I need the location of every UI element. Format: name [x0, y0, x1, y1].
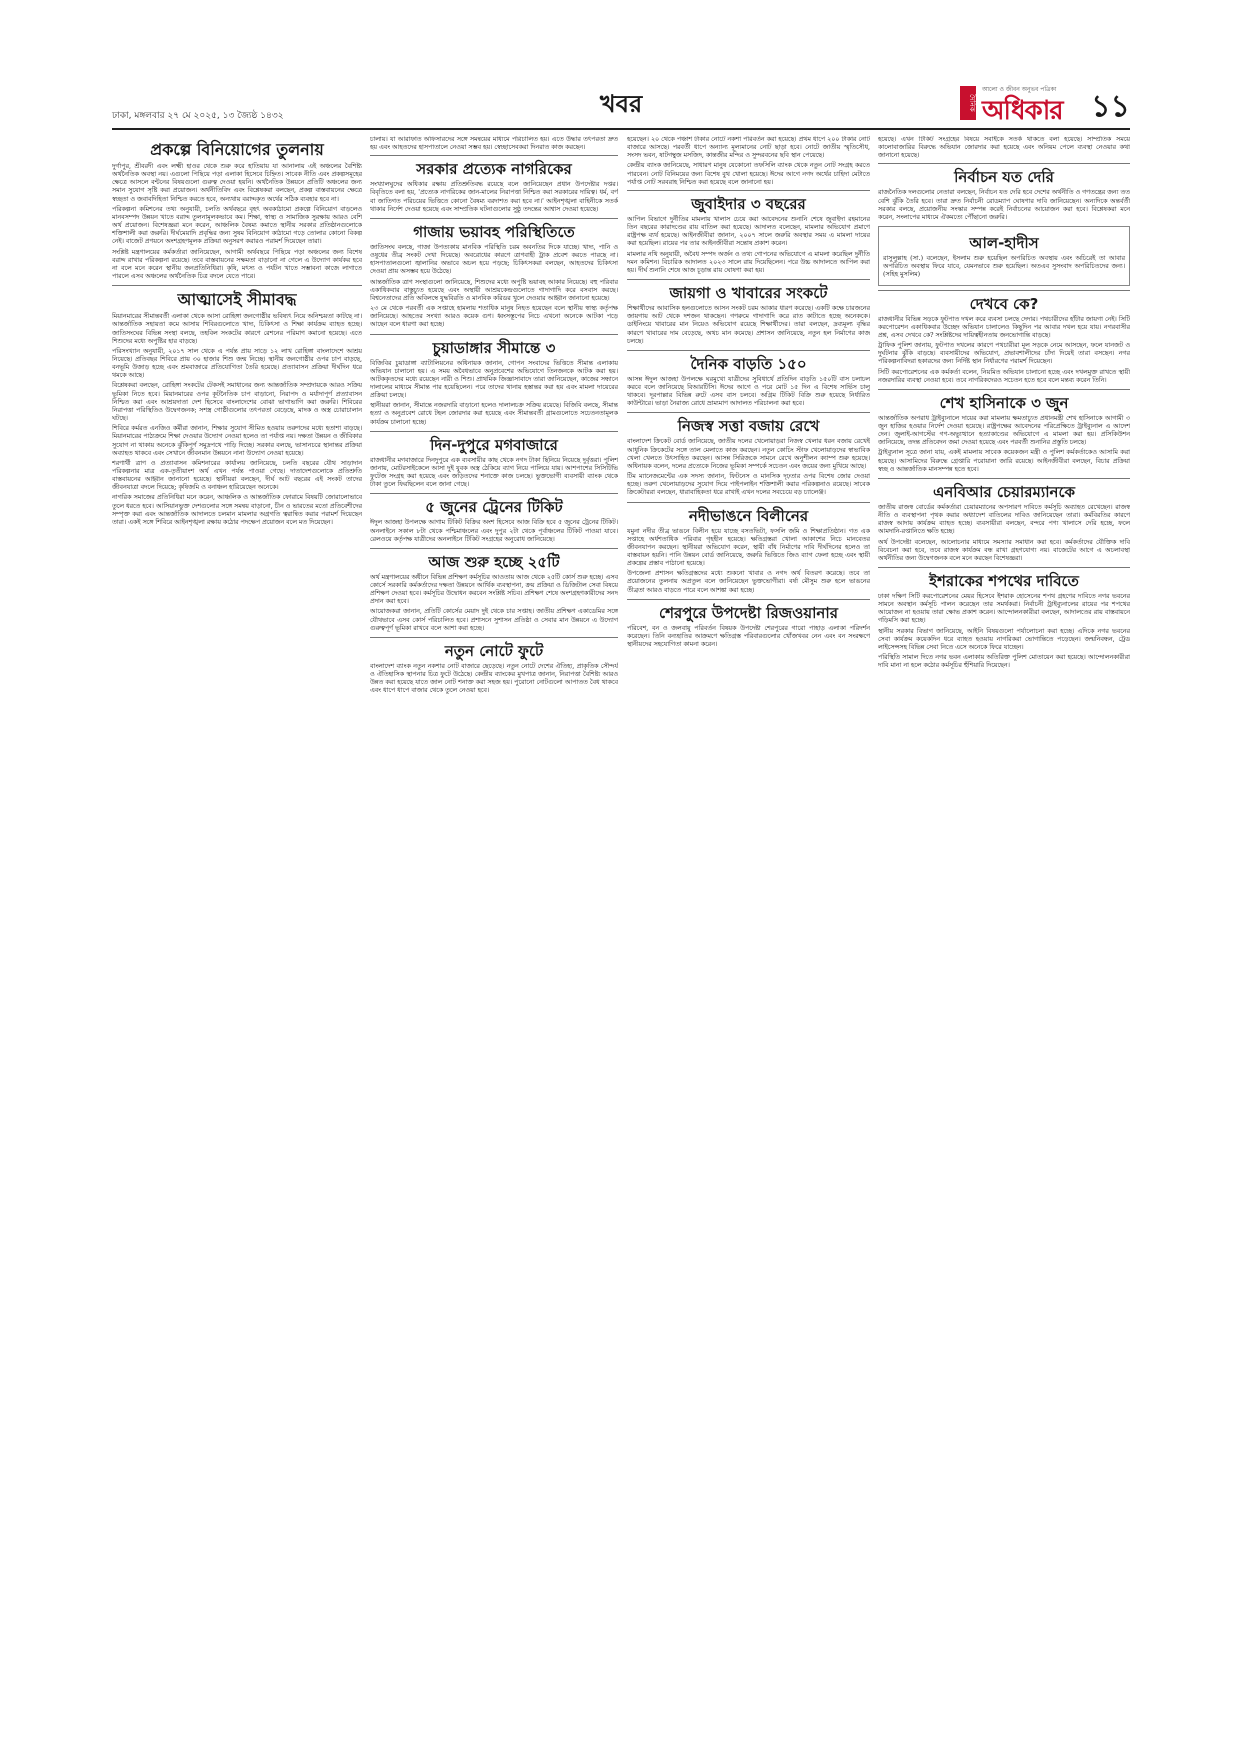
story-paragraph: ২৩ মে থেকে পরবর্তী এক সপ্তাহে হামলায় শতাধিক মানুষ নিহত হয়েছেন বলে স্থানীয় স্বাস্থ্য কর্তৃপক্ষ জানিয়েছে। আহতের সংখ্যা আরও কয়েক গুণ। ধ্বংসস্তূপের নিচে এখনো অনেকে আটকা পড়ে আছেন বলে ধারণা করা হচ্ছে।: [370, 305, 618, 329]
newspaper-logo: [960, 84, 1068, 126]
divider: [370, 548, 618, 549]
divider: [627, 502, 870, 503]
story-paragraph: ট্রাইব্যুনাল সূত্রে জানা যায়, একই মামলায় সাবেক কয়েকজন মন্ত্রী ও পুলিশ কর্মকর্তাকেও আসামি করা হয়েছে। আসামিদের বিরুদ্ধে গ্রেপ্তারি পরোয়ানা জারি রয়েছে। আইনজীবীরা বলছেন, বিচার প্রক্রিয়া স্বচ্ছ ও আন্তর্জাতিক মানসম্পন্ন হতে হবে।: [878, 449, 1130, 473]
story-paragraph: আন্তর্জাতিক ত্রাণ সংস্থাগুলো জানিয়েছে, শিশুদের মধ্যে অপুষ্টি ভয়াবহ আকার নিয়েছে। বহু পরিবার একাধিকবার বাস্তুচ্যুত হয়েছে এবং অস্থায়ী আশ্রয়কেন্দ্রগুলোতে গাদাগাদি করে বসবাস করছে। বিশ্বনেতাদের প্রতি অবিলম্বে যুদ্ধবিরতি ও মানবিক করিডর খুলে দেওয়ার আহ্বান জানানো হয়েছে।: [370, 278, 618, 302]
headline: এনবিআর চেয়ারম্যানকে: [932, 482, 1076, 501]
story-gaza: [370, 223, 618, 330]
divider: [370, 493, 618, 494]
masthead: [112, 84, 1130, 130]
headline: নিজস্ব সত্তা বজায় রেখে: [677, 417, 820, 436]
story-investment: [112, 140, 362, 281]
headline: ৫ জুনের ট্রেনের টিকিট: [425, 498, 563, 517]
story-sheikh-hasina: [878, 394, 1130, 474]
story-paragraph: সংখ্যালঘুদের অধিকার রক্ষায় প্রতিশ্রুতিবদ্ধ রয়েছে বলে জানিয়েছেন প্রধান উপদেষ্টার দপ্তর। বিবৃতিতে বলা হয়, 'প্রত্যেক নাগরিকের জান-মালের নিরাপত্তা নিশ্চিত করা সরকারের দায়িত্ব। ধর্ম, বর্ণ বা জাতিগত পরিচয়ের ভিত্তিতে কোনো বৈষম্য বরদাশত করা হবে না।' আইনশৃঙ্খলা বাহিনীকে সতর্ক থাকার নির্দেশ দেওয়া হয়েছে এবং সাম্প্রতিক ঘটনাগুলোর সুষ্ঠু তদন্তের আশ্বাস দেওয়া হয়েছে।: [370, 181, 618, 213]
story-paragraph: আপিল বিভাগে দুর্নীতির মামলায় খালাস চেয়ে করা আবেদনের শুনানি শেষে জুবাইদা রহমানের তিন বছরের কারাদণ্ডের রায় বাতিল করা হয়েছে। আদালত বলেছেন, মামলার অভিযোগ প্রমাণে রাষ্ট্রপক্ষ ব্যর্থ হয়েছে। আইনজীবীরা জানান, ২০০৭ সালে জরুরি অবস্থার সময় এ মামলা দায়ের করা হয়েছিল। রায়ের পর তার আইনজীবীরা সন্তোষ প্রকাশ করেন।: [627, 215, 870, 248]
story-space-food-crisis: [627, 284, 870, 346]
divider: [627, 412, 870, 413]
story-sherpur: [627, 604, 870, 649]
story-paragraph: পরিসংখ্যান অনুযায়ী, ২০১৭ সাল থেকে এ পর্যন্ত প্রায় সাড়ে ১২ লাখ রোহিঙ্গা বাংলাদেশে আশ্রয় নিয়েছে। প্রতিবছর শিবিরে প্রায় ৩০ হাজার শিশু জন্ম নিচ্ছে। স্থানীয় জনগোষ্ঠীর ওপর চাপ বাড়ছে, বনভূমি উজাড় হচ্ছে এবং শ্রমবাজারে প্রতিযোগিতা তৈরি হয়েছে। প্রত্যাবাসন প্রক্রিয়া দীর্ঘদিন ধরে থমকে আছে।: [112, 347, 362, 380]
story-paragraph: অর্থ উপদেষ্টা বলেছেন, আলোচনার মাধ্যমে সমস্যার সমাধান করা হবে। কর্মকর্তাদের যৌক্তিক দাবি বিবেচনা করা হবে, তবে রাজস্ব কার্যক্রম বন্ধ রাখা গ্রহণযোগ্য নয়। বাজেটের আগে এ অচলাবস্থা অর্থনীতির জন্য উদ্বেগজনক বলে মনে করছেন বিশেষজ্ঞরা।: [878, 538, 1130, 562]
divider: [370, 334, 618, 335]
story-paragraph: হয়েছেন। ২০ থেকে পঞ্চাশ টাকার নোটে নকশা পরিবর্তন করা হয়েছে। প্রথম ধাপে ২০০ টাকার নোট বাজারে আসছে। পরবর্তী ধাপে অন্যান্য মূল্যমানের নোট ছাড়া হবে। নোটে জাতীয় স্মৃতিসৌধ, সংসদ ভবন, ষাটগম্বুজ মসজিদ, কান্তজীর মন্দির ও সুন্দরবনের ছবি স্থান পেয়েছে।: [627, 136, 870, 160]
story-paragraph: রাজনৈতিক দলগুলোর নেতারা বলছেন, নির্বাচন যত দেরি হবে দেশের অর্থনীতি ও গণতন্ত্রের জন্য তত বেশি ঝুঁকি তৈরি হবে। তারা দ্রুত নির্বাচনী রোডম্যাপ ঘোষণার দাবি জানিয়েছেন। অন্যদিকে অন্তর্বর্তী সরকার বলছে, প্রয়োজনীয় সংস্কার সম্পন্ন করেই নির্বাচনের আয়োজন করা হবে। বিশ্লেষকরা মনে করেন, সংলাপের মাধ্যমে ঐকমত্যে পৌঁছানো জরুরি।: [878, 189, 1130, 221]
headline: শেখ হাসিনাকে ৩ জুন: [939, 393, 1069, 412]
divider: [370, 431, 618, 432]
story-25-courses: [370, 553, 618, 633]
story-nbr-chairman: [878, 483, 1130, 563]
story-paragraph: স্থানীয় সরকার বিভাগ জানিয়েছে, আইনি বিষয়গুলো পর্যালোচনা করা হচ্ছে। এদিকে নগর ভবনের সেবা কার্যক্রম কয়েকদিন ধরে ব্যাহত হওয়ায় নাগরিকরা ভোগান্তিতে পড়েছেন। জন্মনিবন্ধন, ট্রেড লাইসেন্সসহ বিভিন্ন সেবা নিতে এসে অনেকে ফিরে যাচ্ছেন।: [878, 627, 1130, 651]
story-paragraph: চালায়। যা আরাফাত অফিসারদের সঙ্গে সমন্বয়ের মাধ্যমে পরিচালিত হয়। এতে উদ্ধার তৎপরতা দ্রুত হয় এবং আহতদের হাসপাতালে নেওয়া সম্ভব হয়। স্বেচ্ছাসেবকরা দিনরাত কাজ করছেন।: [370, 136, 618, 152]
story-paragraph: পরিবেশ, বন ও জলবায়ু পরিবর্তন বিষয়ক উপদেষ্টা শেরপুরের গারো পাহাড় এলাকা পরিদর্শন করেছেন। তিনি বন্যহাতির আক্রমণে ক্ষতিগ্রস্ত পরিবারগুলোর খোঁজখবর নেন এবং বন সংরক্ষণে স্থানীয়দের সহযোগিতা কামনা করেন।: [627, 624, 870, 649]
story-paragraph: আসন্ন ঈদুল আজহা উপলক্ষে ঘরমুখো যাত্রীদের সুবিধার্থে প্রতিদিন বাড়তি ১৫০টি বাস চলাচল করবে বলে জানিয়েছে বিআরটিসি। ঈদের আগে ও পরে মোট ১৫ দিন এ বিশেষ সার্ভিস চালু থাকবে। দূরপাল্লার বিভিন্ন রুটে এসব বাস চলবে। অগ্রিম টিকিট বিক্রি শুরু হয়েছে নির্ধারিত কাউন্টারে। ভাড়া নৈরাজ্য রোধে ভ্রাম্যমাণ আদালত পরিচালনা করা হবে।: [627, 375, 870, 408]
story-paragraph: আয়োজকরা জানান, প্রতিটি কোর্সের মেয়াদ দুই থেকে চার সপ্তাহ। জাতীয় প্রশিক্ষণ একাডেমির সঙ্গে যৌথভাবে এসব কোর্স পরিচালিত হবে। প্রশাসনে সুশাসন প্রতিষ্ঠা ও সেবার মান উন্নয়নে এ উদ্যোগ গুরুত্বপূর্ণ ভূমিকা রাখবে বলে আশা করা হচ্ছে।: [370, 608, 618, 632]
story-chuadanga: [370, 339, 618, 427]
story-paragraph: পরিকল্পনা কমিশনের তথ্য অনুযায়ী, চলতি অর্থবছরে বৃহৎ অবকাঠামো প্রকল্পে বিনিয়োগ বাড়লেও মানবসম্পদ উন্নয়ন খাতে বরাদ্দ তুলনামূলকভাবে কম। শিক্ষা, স্বাস্থ্য ও সামাজিক সুরক্ষায় আরও বেশি অর্থ প্রয়োজন। বিশেষজ্ঞরা মনে করেন, আঞ্চলিক বৈষম্য কমাতে স্থানীয় সরকার প্রতিষ্ঠানগুলোকে শক্তিশালী করা জরুরি। দীর্ঘমেয়াদি প্রবৃদ্ধির জন্য সুষম বিনিয়োগ কাঠামো গড়ে তোলার কোনো বিকল্প নেই। বাজেট প্রণয়নে অংশগ্রহণমূলক প্রক্রিয়া অনুসরণ করারও পরামর্শ দিয়েছেন তারা।: [112, 205, 362, 246]
story-train-ticket: [370, 498, 618, 543]
story-paragraph: পরিস্থিতি সামাল দিতে নগর ভবন এলাকায় অতিরিক্ত পুলিশ মোতায়েন করা হয়েছে। আন্দোলনকারীরা দাবি মানা না হলে কঠোর কর্মসূচির হুঁশিয়ারি দিয়েছেন।: [878, 654, 1130, 670]
story-government: [370, 160, 618, 214]
headline: শেরপুরে উপদেষ্টা রিজওয়ানার: [659, 603, 838, 622]
column-4: [878, 136, 1130, 1696]
story-paragraph: বিজিবির চুয়াডাঙ্গা ব্যাটালিয়নের অধিনায়ক জানান, গোপন সংবাদের ভিত্তিতে সীমান্ত এলাকায় অভিযান চালানো হয়। এ সময় অবৈধভাবে অনুপ্রবেশের অভিযোগে তিনজনকে আটক করা হয়। আটককৃতদের মধ্যে রয়েছেন নারী ও শিশু। প্রাথমিক জিজ্ঞাসাবাদে তারা জানিয়েছেন, কাজের সন্ধানে দালালের মাধ্যমে সীমান্ত পার হয়েছিলেন। পরে তাদের থানায় হস্তান্তর করা হয় এবং মামলা দায়েরের প্রক্রিয়া চলছে।: [370, 359, 618, 400]
divider: [112, 285, 362, 286]
divider: [370, 637, 618, 638]
story-election-delay: [878, 168, 1130, 222]
headline: নির্বাচন যত দেরি: [954, 168, 1054, 187]
divider: [370, 218, 618, 219]
story-own-identity: [627, 417, 870, 497]
column-3: [627, 136, 870, 1696]
story-paragraph: যমুনা নদীর তীব্র ভাঙনে বিলীন হয়ে যাচ্ছে বসতভিটা, ফসলি জমি ও শিক্ষাপ্রতিষ্ঠান। গত এক সপ্তাহে অর্ধশতাধিক পরিবার গৃহহীন হয়েছে। ক্ষতিগ্রস্তরা খোলা আকাশের নিচে মানবেতর জীবনযাপন করছেন। স্থানীয়রা অভিযোগ করেন, স্থায়ী বাঁধ নির্মাণের দাবি দীর্ঘদিনের হলেও তা বাস্তবায়ন হয়নি। পানি উন্নয়ন বোর্ড জানিয়েছে, জরুরি ভিত্তিতে জিও ব্যাগ ফেলা হচ্ছে এবং স্থায়ী প্রকল্পের প্রস্তাব পাঠানো হয়েছে।: [627, 527, 870, 568]
headline: গাজায় ভয়াবহ পরিস্থিতিতে: [413, 222, 575, 241]
headline: দৈনিক বাড়তি ১৫০: [690, 354, 807, 373]
story-paragraph: রাসুলুল্লাহ (সা.) বলেছেন, ইসলাম শুরু হয়েছিল অপরিচিত অবস্থায় এবং অচিরেই তা আবার অপরিচিত অবস্থায় ফিরে যাবে, যেমনভাবে শুরু হয়েছিল। অতএব সুসংবাদ অপরিচিতদের জন্য। (সহিহ মুসলিম): [883, 255, 1125, 279]
story-zubaida: [627, 195, 870, 275]
story-paragraph: উপজেলা প্রশাসন ক্ষতিগ্রস্তদের মধ্যে শুকনো খাবার ও নগদ অর্থ বিতরণ করেছে। তবে তা প্রয়োজনের তুলনায় অপ্রতুল বলে জানিয়েছেন ভুক্তভোগীরা। বর্ষা মৌসুম শুরু হলে ভাঙনের তীব্রতা আরও বাড়তে পারে বলে আশঙ্কা করা হচ্ছে।: [627, 570, 870, 594]
headline: প্রকল্পে বিনিয়োগের তুলনায়: [150, 140, 324, 159]
story-paragraph: আন্তর্জাতিক অপরাধ ট্রাইব্যুনালে দায়ের করা মামলায় ক্ষমতাচ্যুত প্রধানমন্ত্রী শেখ হাসিনাকে আগামী ৩ জুন হাজির হওয়ার নির্দেশ দেওয়া হয়েছে। রাষ্ট্রপক্ষের আবেদনের পরিপ্রেক্ষিতে ট্রাইব্যুনাল এ আদেশ দেন। জুলাই-আগস্টের গণ-অভ্যুত্থানে হত্যাকাণ্ডের অভিযোগে এ মামলা করা হয়। প্রসিকিউশন জানিয়েছে, তদন্ত প্রতিবেদন জমা দেওয়া হয়েছে এবং পরবর্তী শুনানির প্রস্তুতি চলছে।: [878, 414, 1130, 447]
story-paragraph: জাতিসংঘ বলছে, গাজা উপত্যকায় মানবিক পরিস্থিতি চরম অবনতির দিকে যাচ্ছে। খাদ্য, পানি ও ওষুধের তীব্র সংকট দেখা দিয়েছে। অবরোধের কারণে ত্রাণবাহী ট্রাক প্রবেশ করতে পারছে না। হাসপাতালগুলো জ্বালানির অভাবে অচল হয়ে পড়ছে; চিকিৎসকরা বলছেন, আহতদের চিকিৎসা দেওয়া প্রায় অসম্ভব হয়ে উঠেছে।: [370, 243, 618, 276]
divider: [878, 163, 1130, 164]
divider: [878, 290, 1130, 291]
divider: [627, 279, 870, 280]
divider: [627, 350, 870, 351]
story-limited: [112, 290, 362, 527]
story-paragraph: বাংলাদেশ ক্রিকেট বোর্ড জানিয়েছে, জাতীয় দলের খেলোয়াড়রা নিজস্ব খেলার ধরন বজায় রেখেই আধুনিক ক্রিকেটের সঙ্গে তাল মেলাতে কাজ করছেন। নতুন কোচিং স্টাফ খেলোয়াড়দের স্বাভাবিক খেলা খেলতে উৎসাহিত করছেন। আসন্ন সিরিজকে সামনে রেখে অনুশীলন ক্যাম্প শুরু হয়েছে। অধিনায়ক বলেন, দলের প্রত্যেকে নিজের ভূমিকা সম্পর্কে সচেতন এবং জয়ের জন্য মুখিয়ে আছে।: [627, 438, 870, 470]
headline: চুয়াডাঙ্গার সীমান্তে ৩: [432, 338, 556, 357]
box-al-hadith: [878, 226, 1130, 285]
story-paragraph: সংশ্লিষ্ট মন্ত্রণালয়ের কর্মকর্তারা জানিয়েছেন, আগামী অর্থবছরে পিছিয়ে পড়া অঞ্চলের জন্য বিশেষ বরাদ্দ রাখার পরিকল্পনা রয়েছে। তবে বাস্তবায়নের সক্ষমতা বাড়ানো না গেলে এ উদ্যোগ কার্যকর হবে না বলে মনে করেন স্থানীয় জনপ্রতিনিধিরা। কৃষি, মৎস্য ও পর্যটন খাতে সম্ভাবনা কাজে লাগাতে পারলে এসব অঞ্চলের অর্থনৈতিক চিত্র বদলে যেতে পারে।: [112, 248, 362, 281]
headline: জায়গা ও খাবারের সংকটে: [669, 284, 828, 303]
section-title: খবর: [599, 90, 643, 118]
story-paragraph: মিয়ানমারের সীমান্তবর্তী এলাকা থেকে আসা রোহিঙ্গা জনগোষ্ঠীর ভবিষ্যৎ নিয়ে অনিশ্চয়তা কাটছে না। আন্তর্জাতিক সহায়তা কমে আসায় শিবিরগুলোতে খাদ্য, চিকিৎসা ও শিক্ষা কার্যক্রম ব্যাহত হচ্ছে। জাতিসংঘের বিভিন্ন সংস্থা বলছে, তহবিল সংকটের কারণে রেশনের পরিমাণ কমানো হয়েছে। এতে শিশুদের মধ্যে অপুষ্টির হার বাড়ছে।: [112, 313, 362, 345]
headline: ইশরাকের শপথের দাবিতে: [929, 572, 1079, 590]
divider: [878, 567, 1130, 568]
story-moghbazar: [370, 436, 618, 490]
headline: নতুন নোটে ফুটে: [444, 641, 544, 660]
page-number: ১১: [1091, 89, 1130, 124]
headline: আজ শুরু হচ্ছে ২৫টি: [428, 552, 560, 571]
story-paragraph: সিটি করপোরেশনের এক কর্মকর্তা বলেন, নিয়মিত অভিযান চালানো হচ্ছে এবং দখলমুক্ত রাখতে স্থায়ী নজরদারির ব্যবস্থা নেওয়া হবে। তবে নাগরিকদেরও সচেতন হতে হবে বলে মন্তব্য করেন তিনি।: [878, 368, 1130, 384]
story-paragraph: ঈদুল আজহা উপলক্ষে আগাম টিকিট বিক্রির অংশ হিসেবে আজ বিক্রি হবে ৫ জুনের ট্রেনের টিকিট। অনলাইনে সকাল ৮টা থেকে পশ্চিমাঞ্চলের এবং দুপুর ২টা থেকে পূর্বাঞ্চলের টিকিট পাওয়া যাবে। রেলওয়ে কর্তৃপক্ষ যাত্রীদের অনলাইনে টিকিট সংগ্রহের অনুরোধ জানিয়েছে।: [370, 519, 618, 543]
story-paragraph: শিবিরে কর্মরত এনজিও কর্মীরা জানান, শিক্ষার সুযোগ সীমিত হওয়ায় তরুণদের মধ্যে হতাশা বাড়ছে। মিয়ানমারের পাঠ্যক্রমে শিক্ষা দেওয়ার উদ্যোগ নেওয়া হলেও তা পর্যাপ্ত নয়। দক্ষতা উন্নয়ন ও জীবিকার সুযোগ না থাকায় অনেকে ঝুঁকিপূর্ণ সমুদ্রপথে পাড়ি দিচ্ছে। সরকার বলছে, ভাসানচরে স্থানান্তর প্রক্রিয়া অব্যাহত থাকবে এবং সেখানে জীবনমান উন্নয়নে নানা উদ্যোগ নেওয়া হয়েছে।: [112, 425, 362, 457]
headline: দিন-দুপুরে মগবাজারে: [430, 435, 558, 454]
divider: [627, 599, 870, 600]
story-paragraph: নাগরিক সমাজের প্রতিনিধিরা মনে করেন, আঞ্চলিক ও আন্তর্জাতিক ফোরামে বিষয়টি জোরালোভাবে তুলে ধরতে হবে। আসিয়ানভুক্ত দেশগুলোর সঙ্গে সমন্বয় বাড়ানো, চীন ও ভারতের মতো প্রতিবেশীদের সম্পৃক্ত করা এবং আন্তর্জাতিক আদালতে চলমান মামলার অগ্রগতি ত্বরান্বিত করার পরামর্শ দিয়েছেন তারা। একই সঙ্গে শিবিরে আইনশৃঙ্খলা রক্ষায় কঠোর পদক্ষেপ প্রয়োজন বলে মত দিয়েছেন।: [112, 494, 362, 526]
story-paragraph: রাজধানীর মগবাজারে দিনদুপুরে এক ব্যবসায়ীর কাছ থেকে নগদ টাকা ছিনিয়ে নিয়েছে দুর্বৃত্তরা। পুলিশ জানায়, মোটরসাইকেলে আসা দুই যুবক অস্ত্র ঠেকিয়ে ব্যাগ নিয়ে পালিয়ে যায়। আশপাশের সিসিটিভি ফুটেজ সংগ্রহ করা হয়েছে এবং জড়িতদের শনাক্তে কাজ চলছে। ভুক্তভোগী ব্যবসায়ী ব্যাংক থেকে টাকা তুলে ফিরছিলেন বলে জানা গেছে।: [370, 456, 618, 489]
story-paragraph: দুর্গাপুর, শ্রীবরদী এবং লক্ষ্মী হাওর থেকে শুরু করে হাতিয়ায় যা আনালায় এই অঞ্চলের বৈশিষ্ট্য অর্থনৈতিক অবস্থা নয়। এগুলো পিছিয়ে পড়া এলাকা হিসেবে চিহ্নিত। সাবেক নীতি এবং প্রকল্পসমূহের ক্ষেত্রে আসলে বন্টনের বিষয়গুলো গুরুত্ব দেওয়া হয়নি। অর্থনৈতিক উন্নয়নে প্রতিটি অঞ্চলের জন্য সমান সুযোগ সৃষ্টি করা প্রয়োজন। অর্থনীতিবিদ এবং বিশ্লেষকরা বলছেন, প্রকল্প বাস্তবায়নের ক্ষেত্রে স্বচ্ছতা ও জবাবদিহিতা নিশ্চিত করতে হবে, অন্যথায় বরাদ্দকৃত অর্থের সঠিক ব্যবহার হবে না।: [112, 163, 362, 203]
story-extra-150: [627, 355, 870, 409]
story-paragraph: বাংলাদেশ ব্যাংক নতুন নকশার নোট বাজারে ছেড়েছে। নতুন নোটে দেশের ঐতিহ্য, প্রাকৃতিক সৌন্দর্য ও ঐতিহাসিক স্থাপনার চিত্র ফুটে উঠেছে। কেন্দ্রীয় ব্যাংকের মুখপাত্র জানান, নিরাপত্তা বৈশিষ্ট্য আরও উন্নত করা হয়েছে যাতে জাল নোট শনাক্ত করা সহজ হয়। পুরোনো নোটগুলো আপাতত বৈধ থাকবে এবং ধাপে ধাপে বাজার থেকে তুলে নেওয়া হবে।: [370, 662, 618, 695]
story-paragraph: অর্থ মন্ত্রণালয়ের অধীনে বিভিন্ন প্রশিক্ষণ কর্মসূচির আওতায় আজ থেকে ২৫টি কোর্স শুরু হচ্ছে। এসব কোর্সে সরকারি কর্মকর্তাদের দক্ষতা উন্নয়নে আর্থিক ব্যবস্থাপনা, ক্রয় প্রক্রিয়া ও ডিজিটাল সেবা বিষয়ে প্রশিক্ষণ দেওয়া হবে। কর্মসূচির উদ্বোধন করবেন সংশ্লিষ্ট সচিব। প্রশিক্ষণ শেষে অংশগ্রহণকারীদের সনদ প্রদান করা হবে।: [370, 573, 618, 606]
story-ishraq-oath: [878, 572, 1130, 670]
story-new-notes: [370, 642, 618, 696]
story-paragraph: শিক্ষার্থীদের আবাসিক হলগুলোতে আসন সংকট চরম আকার ধারণ করেছে। একটি কক্ষে চারজনের জায়গায় আট থেকে দশজন থাকছেন। গণরুমে গাদাগাদি করে রাত কাটাতে হচ্ছে অনেককে। ডাইনিংয়ে খাবারের মান নিয়েও অভিযোগ রয়েছে শিক্ষার্থীদের। তারা বলছেন, দ্রব্যমূল্য বৃদ্ধির কারণে খাবারের দাম বেড়েছে, অথচ মান কমেছে। প্রশাসন জানিয়েছে, নতুন হল নির্মাণের কাজ চলছে।: [627, 305, 870, 345]
headline: আল-হাদীস: [969, 234, 1039, 253]
column-2: [370, 136, 618, 1696]
story-paragraph: বিশ্লেষকরা বলছেন, রোহিঙ্গা সংকটের টেকসই সমাধানের জন্য আন্তর্জাতিক সম্প্রদায়কে আরও সক্রিয় ভূমিকা নিতে হবে। মিয়ানমারের ওপর কূটনৈতিক চাপ বাড়ানো, নিরাপদ ও মর্যাদাপূর্ণ প্রত্যাবাসন নিশ্চিত করা এবং আশ্রয়দাতা দেশ হিসেবে বাংলাদেশের বোঝা ভাগাভাগি করা জরুরি। শিবিরের নিরাপত্তা পরিস্থিতিও উদ্বেগজনক; সশস্ত্র গোষ্ঠীগুলোর তৎপরতা বেড়েছে, মাদক ও অস্ত্র চোরাচালান ঘটছে।: [112, 382, 362, 423]
divider: [878, 478, 1130, 479]
story-paragraph: জাতীয় রাজস্ব বোর্ডের কর্মকর্তারা চেয়ারম্যানের অপসারণ দাবিতে কর্মসূচি অব্যাহত রেখেছেন। রাজস্ব নীতি ও ব্যবস্থাপনা পৃথক করার অধ্যাদেশ বাতিলের দাবিও জানিয়েছেন তারা। কর্মবিরতির কারণে রাজস্ব আদায় কার্যক্রম ব্যাহত হচ্ছে। ব্যবসায়ীরা বলছেন, বন্দরে পণ্য খালাসে দেরি হচ্ছে, ফলে আমদানি-রপ্তানিতে ক্ষতি হচ্ছে।: [878, 503, 1130, 536]
date-line: ঢাকা, মঙ্গলবার ২৭ মে ২০২৫, ১৩ জ্যৈষ্ঠ ১৪৩২: [112, 111, 284, 121]
headline: দেখবে কে?: [969, 294, 1039, 313]
column-1: [112, 136, 362, 1696]
divider: [878, 389, 1130, 390]
story-paragraph: কেন্দ্রীয় ব্যাংক জানিয়েছে, সাধারণ মানুষ যেকোনো তফসিলি ব্যাংক থেকে নতুন নোট সংগ্রহ করতে পারবেন। নোট বিনিময়ের জন্য বিশেষ বুথ খোলা হয়েছে। ঈদের আগে নগদ অর্থের চাহিদা মেটাতে পর্যাপ্ত নোট সরবরাহ নিশ্চিত করা হয়েছে বলে জানানো হয়।: [627, 162, 870, 186]
headline: জুবাইদার ৩ বছরের: [691, 194, 806, 213]
logo-wordmark: অধিকার: [982, 96, 1063, 126]
story-paragraph: রাজধানীর বিভিন্ন সড়কে ফুটপাত দখল করে ব্যবসা চলছে দেদার। পথচারীদের হাঁটার জায়গা নেই। সিটি করপোরেশন একাধিকবার উচ্ছেদ অভিযান চালালেও কিছুদিন পর আবার দখল হয়ে যায়। নগরবাসীর প্রশ্ন, এসব দেখবে কে? সংশ্লিষ্টদের দায়িত্বহীনতায় জনভোগান্তি বাড়ছে।: [878, 315, 1130, 339]
story-paragraph: টিম ম্যানেজমেন্টের এক সদস্য জানান, ফিটনেস ও মানসিক দৃঢ়তার ওপর বিশেষ জোর দেওয়া হচ্ছে। তরুণ খেলোয়াড়দের সুযোগ দিয়ে পাইপলাইন শক্তিশালী করার পরিকল্পনাও রয়েছে। সাবেক ক্রিকেটাররা বলছেন, ধারাবাহিকতা ধরে রাখাই এখন দলের সবচেয়ে বড় চ্যালেঞ্জ।: [627, 473, 870, 497]
divider: [627, 190, 870, 191]
story-paragraph: স্থানীয়রা জানান, সীমান্তে নজরদারি বাড়ানো হলেও দালালচক্র সক্রিয় রয়েছে। বিজিবি বলছে, সীমান্ত হত্যা ও অনুপ্রবেশ রোধে টহল জোরদার করা হয়েছে এবং সীমান্তবর্তী গ্রামগুলোতে সচেতনতামূলক কার্যক্রম চালানো হচ্ছে।: [370, 402, 618, 426]
divider: [370, 155, 618, 156]
story-paragraph: শরণার্থী ত্রাণ ও প্রত্যাবাসন কমিশনারের কার্যালয় জানিয়েছে, চলতি বছরের যৌথ সাড়াদান পরিকল্পনার মাত্র এক-তৃতীয়াংশ অর্থ এখন পর্যন্ত পাওয়া গেছে। দাতাদেশগুলোকে প্রতিশ্রুতি বাস্তবায়নের আহ্বান জানানো হয়েছে। স্থানীয়রা বলছেন, দীর্ঘ আট বছরের এই সংকট তাদের জীবনযাত্রা বদলে দিয়েছে; কৃষিজমি ও বনাঞ্চল হারিয়েছেন অনেকে।: [112, 459, 362, 492]
headline: আত্মাসেই সীমাবদ্ধ: [177, 290, 297, 310]
story-who-will-see: [878, 295, 1130, 385]
story-paragraph: ঢাকা দক্ষিণ সিটি করপোরেশনের মেয়র হিসেবে ইশরাক হোসেনের শপথ গ্রহণের দাবিতে নগর ভবনের সামনে অবস্থান কর্মসূচি পালন করেছেন তার সমর্থকরা। নির্বাচনী ট্রাইব্যুনালের রায়ের পর শপথের আয়োজন না হওয়ায় তারা ক্ষোভ প্রকাশ করেন। আন্দোলনকারীরা বলছেন, আদালতের রায় বাস্তবায়নে গড়িমসি করা হচ্ছে।: [878, 593, 1130, 625]
story-paragraph: ট্রাফিক পুলিশ জানায়, ফুটপাত দখলের কারণে পথচারীরা মূল সড়কে নেমে আসছেন, ফলে যানজট ও দুর্ঘটনার ঝুঁকি বাড়ছে। ব্যবসায়ীদের অভিযোগ, প্রভাবশালীদের চাঁদা দিয়েই তারা বসছেন। নগর পরিকল্পনাবিদরা হকারদের জন্য নির্দিষ্ট স্থান নির্ধারণের পরামর্শ দিয়েছেন।: [878, 342, 1130, 366]
headline: সরকার প্রত্যেক নাগরিকের: [416, 160, 572, 179]
story-river-erosion: [627, 507, 870, 595]
logo-tagline: আলো ও জীবন অনুভব পত্রিকা: [982, 86, 1057, 93]
logo-badge: দৈনিক: [960, 86, 976, 120]
story-paragraph: মামলার নথি অনুযায়ী, অবৈধ সম্পদ অর্জন ও তথ্য গোপনের অভিযোগে এ মামলা করেছিল দুর্নীতি দমন কমিশন। বিচারিক আদালত ২০২৩ সালে রায় দিয়েছিলেন। পরে উচ্চ আদালতে আপিল করা হয়। দীর্ঘ শুনানি শেষে আজ চূড়ান্ত রায় ঘোষণা করা হয়।: [627, 250, 870, 274]
story-paragraph: হয়েছে। এখন টিকিট সংগ্রহের বিষয়ে সবাইকে সতর্ক থাকতে বলা হয়েছে। সাম্প্রতিক সময়ে কালোবাজারির বিরুদ্ধে অভিযান জোরদার করা হয়েছে এবং অনিয়ম পেলে ব্যবস্থা নেওয়ার কথা জানানো হয়েছে।: [878, 136, 1130, 160]
headline: নদীভাঙনে বিলীনের: [688, 506, 809, 525]
